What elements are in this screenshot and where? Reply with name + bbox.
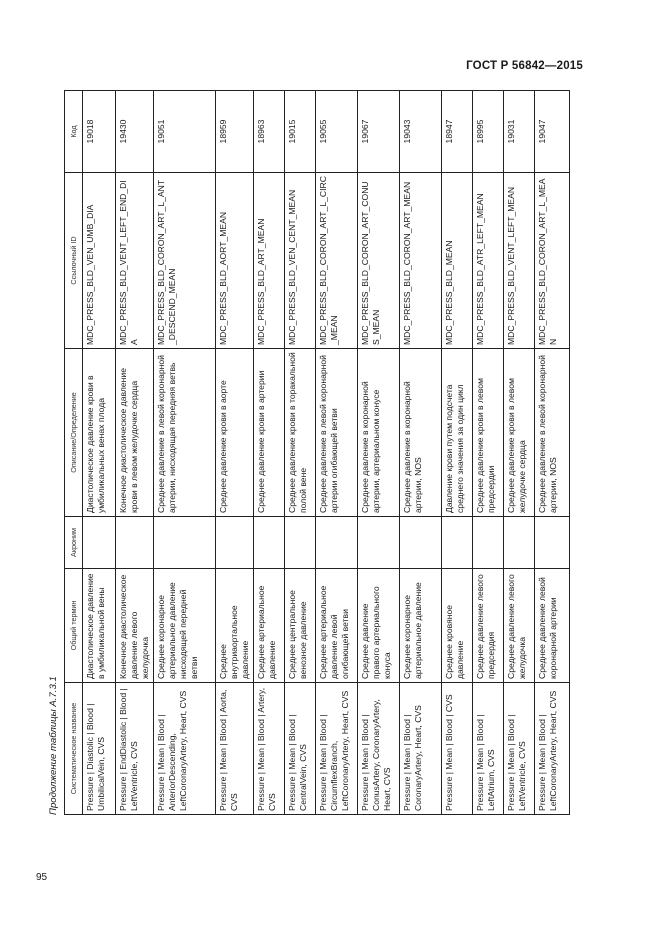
col-header-description: Описание/Определение bbox=[65, 349, 83, 517]
cell-systematic-name: Pressure | Mean | Blood | CoronaryArtery, Heart, CVS bbox=[400, 683, 442, 815]
cell-reference-id: MDC_PRESS_BLD_AORT_MEAN bbox=[216, 173, 254, 349]
cell-systematic-name: Pressure | Mean | Blood | LeftAtrium, CVS bbox=[473, 683, 504, 815]
cell-acronym bbox=[154, 517, 216, 569]
cell-common-term: Среднее давление левой коронарной артерии bbox=[535, 569, 570, 683]
cell-common-term: Среднее артериальное давление левой огибающей ветви bbox=[316, 569, 358, 683]
cell-description: Среднее давление в левой коронарной артерии огибающей ветви bbox=[316, 349, 358, 517]
cell-common-term: Среднее центральное венозное давление bbox=[285, 569, 316, 683]
cell-code: 19430 bbox=[116, 91, 154, 173]
cell-description: Давление крови путем подсчета среднего значения за один цикл bbox=[442, 349, 473, 517]
cell-code: 19047 bbox=[535, 91, 570, 173]
col-header-reference-id: Ссылочный ID bbox=[65, 173, 83, 349]
table-row bbox=[442, 91, 473, 815]
cell-acronym bbox=[254, 517, 285, 569]
cell-code: 19043 bbox=[400, 91, 442, 173]
cell-common-term: Конечное диастолическое давление левого желудочка bbox=[116, 569, 154, 683]
cell-acronym bbox=[504, 517, 535, 569]
cell-common-term: Среднее давление правого артериального конуса bbox=[358, 569, 400, 683]
cell-description: Среднее давление в левой коронарной артерии, NOS bbox=[535, 349, 570, 517]
page-number: 95 bbox=[36, 872, 48, 883]
cell-code: 19067 bbox=[358, 91, 400, 173]
cell-common-term: Среднее коронарное артериальное давление bbox=[400, 569, 442, 683]
cell-reference-id: MDC_PRESS_BLD_VENT_LEFT_END_DIA bbox=[116, 173, 154, 349]
cell-code: 18947 bbox=[442, 91, 473, 173]
cell-reference-id: MDC_PRESS_BLD_CORON_ART_CONUS_MEAN bbox=[358, 173, 400, 349]
table-row bbox=[535, 91, 570, 815]
cell-common-term: Среднее коронарное артериальное давление нисходящей передней ветви bbox=[154, 569, 216, 683]
cell-acronym bbox=[83, 517, 116, 569]
cell-acronym bbox=[285, 517, 316, 569]
cell-description: Среднее давление в левой коронарной артерии, нисходящая передняя ветвь bbox=[154, 349, 216, 517]
cell-common-term: Диастолическое давление в умбиликальной вены bbox=[83, 569, 116, 683]
cell-description: Среднее давление в коронарной артерии, артериальном конусе bbox=[358, 349, 400, 517]
cell-reference-id: MDC_PRESS_BLD_CORON_ART_L_MEAN bbox=[535, 173, 570, 349]
cell-reference-id: MDC_PRESS_BLD_MEAN bbox=[442, 173, 473, 349]
table-row bbox=[400, 91, 442, 815]
cell-systematic-name: Pressure | Mean | Blood | LeftVentricle, CVS bbox=[504, 683, 535, 815]
table-row bbox=[473, 91, 504, 815]
table-row bbox=[83, 91, 116, 815]
cell-acronym bbox=[358, 517, 400, 569]
cell-common-term: Среднее давление левого предсердия bbox=[473, 569, 504, 683]
col-header-common-term: Общий термин bbox=[65, 569, 83, 683]
standard-number: ГОСТ Р 56842—2015 bbox=[466, 60, 583, 72]
rotated-table-area bbox=[44, 91, 585, 815]
table-row bbox=[358, 91, 400, 815]
cell-code: 19015 bbox=[285, 91, 316, 173]
cell-code: 19031 bbox=[504, 91, 535, 173]
cell-acronym bbox=[473, 517, 504, 569]
cell-description: Конечное диастолическое давление крови в левом желудочке сердца bbox=[116, 349, 154, 517]
table-caption: Продолжение таблицы А.7.3.1 bbox=[48, 676, 59, 815]
cell-systematic-name: Pressure | Mean | Blood | LeftCoronaryArtery, Heart, CVS bbox=[535, 683, 570, 815]
cell-description: Среднее давление крови в левом предсердии bbox=[473, 349, 504, 517]
cell-description: Диастолическое давление крови в умбиликальных венах плода bbox=[83, 349, 116, 517]
cell-acronym bbox=[442, 517, 473, 569]
cell-systematic-name: Pressure | Mean | Blood | CentralVein, CVS bbox=[285, 683, 316, 815]
table-row bbox=[216, 91, 254, 815]
table-row bbox=[254, 91, 285, 815]
cell-code: 19051 bbox=[154, 91, 216, 173]
terms-table bbox=[64, 90, 570, 815]
cell-description: Среднее давление в коронарной артерии, NOS bbox=[400, 349, 442, 517]
cell-acronym bbox=[535, 517, 570, 569]
cell-reference-id: MDC_PRESS_BLD_CORON_ART_MEAN bbox=[400, 173, 442, 349]
cell-common-term: Среднее артериальное давление bbox=[254, 569, 285, 683]
cell-code: 18959 bbox=[216, 91, 254, 173]
cell-reference-id: MDC_PRESS_BLD_CORON_ART_L_CIRC_MEAN bbox=[316, 173, 358, 349]
cell-reference-id: MDC_PRESS_BLD_ART_MEAN bbox=[254, 173, 285, 349]
cell-description: Среднее давление крови в аорте bbox=[216, 349, 254, 517]
cell-reference-id: MDC_PRESS_BLD_VEN_UMB_DIA bbox=[83, 173, 116, 349]
table-row bbox=[116, 91, 154, 815]
cell-reference-id: MDC_PRESS_BLD_ATR_LEFT_MEAN bbox=[473, 173, 504, 349]
col-header-systematic-name: Систематическое название bbox=[65, 683, 83, 815]
cell-systematic-name: Pressure | Diastolic | Blood | UmbilicalVein, CVS bbox=[83, 683, 116, 815]
cell-common-term: Среднее давление левого желудочка bbox=[504, 569, 535, 683]
table-header-row bbox=[65, 91, 83, 815]
cell-systematic-name: Pressure | Mean | Blood | Aorta, CVS bbox=[216, 683, 254, 815]
col-header-code: Код bbox=[65, 91, 83, 173]
cell-code: 19018 bbox=[83, 91, 116, 173]
table-row bbox=[316, 91, 358, 815]
cell-description: Среднее давление крови в артерии bbox=[254, 349, 285, 517]
cell-reference-id: MDC_PRESS_BLD_VEN_CENT_MEAN bbox=[285, 173, 316, 349]
col-header-acronym: Акроним bbox=[65, 517, 83, 569]
table-row bbox=[154, 91, 216, 815]
cell-systematic-name: Pressure | Mean | Blood | CVS bbox=[442, 683, 473, 815]
cell-code: 18995 bbox=[473, 91, 504, 173]
cell-common-term: Среднее кровяное давление bbox=[442, 569, 473, 683]
cell-systematic-name: Pressure | Mean | Blood | ConusArtery, CoronaryArtery, Heart, CVS bbox=[358, 683, 400, 815]
cell-acronym bbox=[400, 517, 442, 569]
cell-systematic-name: Pressure | Mean | Blood | CircumflexBranch, LeftCoronaryArtery, Heart, CVS bbox=[316, 683, 358, 815]
table-row bbox=[504, 91, 535, 815]
cell-code: 19055 bbox=[316, 91, 358, 173]
cell-reference-id: MDC_PRESS_BLD_CORON_ART_L_ANT_DESCEND_MEAN bbox=[154, 173, 216, 349]
cell-acronym bbox=[216, 517, 254, 569]
cell-acronym bbox=[316, 517, 358, 569]
cell-code: 18963 bbox=[254, 91, 285, 173]
cell-description: Среднее давление крови в левом желудочке сердца bbox=[504, 349, 535, 517]
cell-acronym bbox=[116, 517, 154, 569]
cell-description: Среднее давление крови в торакальной полой вене bbox=[285, 349, 316, 517]
cell-systematic-name: Pressure | EndDiastolic | Blood | LeftVentricle, CVS bbox=[116, 683, 154, 815]
cell-systematic-name: Pressure | Mean | Blood | Artery, CVS bbox=[254, 683, 285, 815]
cell-reference-id: MDC_PRESS_BLD_VENT_LEFT_MEAN bbox=[504, 173, 535, 349]
cell-systematic-name: Pressure | Mean | Blood | AnteriorDescending, LeftCoronaryArtery, Heart, CVS bbox=[154, 683, 216, 815]
table-row bbox=[285, 91, 316, 815]
cell-common-term: Среднее внутриаортальное давление bbox=[216, 569, 254, 683]
